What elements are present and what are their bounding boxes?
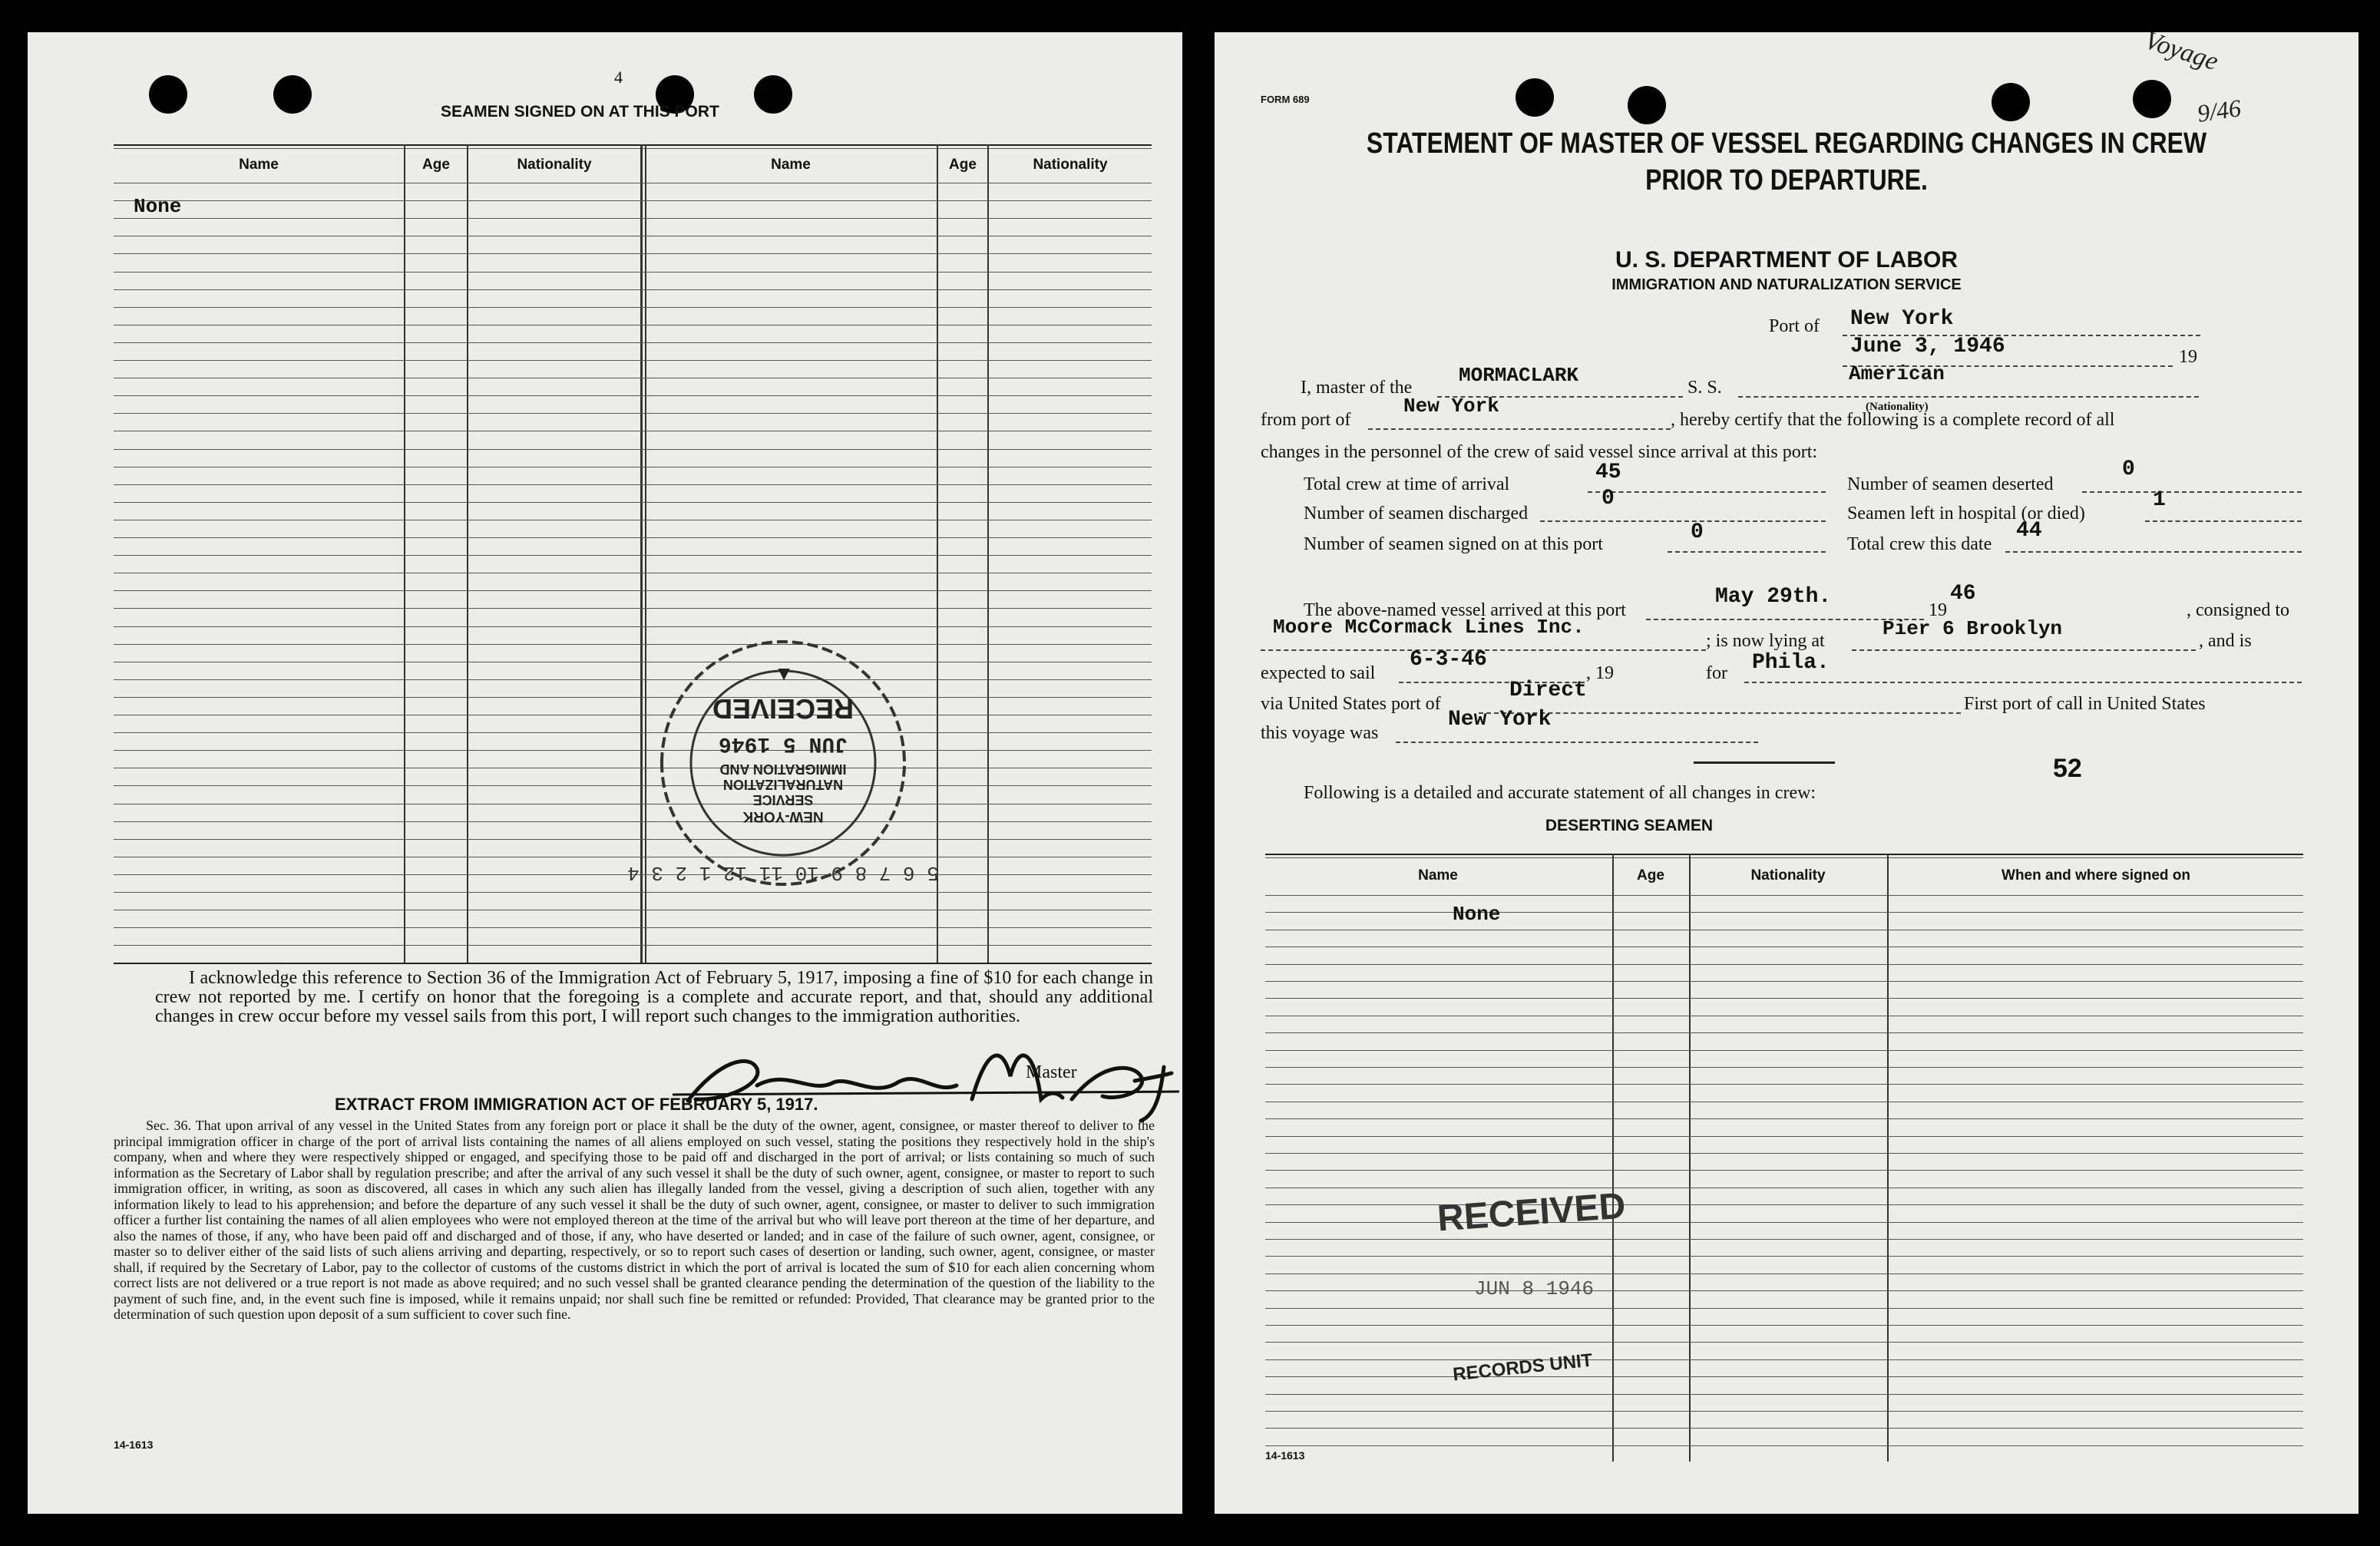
table-row [114, 360, 1152, 361]
column-header-nationality: Nationality [517, 157, 592, 173]
table-row [1265, 1067, 2303, 1068]
records-stamp-date: JUN 8 1946 [1474, 1277, 1595, 1300]
port-of-label: Port of [1769, 316, 1820, 336]
table-row [114, 253, 1152, 254]
table-row [114, 750, 1152, 751]
for-label: for [1706, 663, 1727, 683]
signed-on-table-title: SEAMEN SIGNED ON AT THIS PORT [441, 103, 719, 121]
punch-hole [1628, 86, 1666, 124]
deserted-line [2082, 491, 2302, 493]
stamp-line: NEW-YORK [742, 808, 824, 824]
master-of-label: I, master of the [1301, 378, 1413, 398]
arrived-label: The above-named vessel arrived at this port [1304, 600, 1626, 620]
table-row [114, 927, 1152, 928]
vessel-value: MORMACLARK [1459, 364, 1579, 387]
total-crew-arrival-line [1588, 491, 1826, 493]
table-row [114, 342, 1152, 343]
this-voyage-label: this voyage was [1261, 723, 1379, 743]
form-title-line1: STATEMENT OF MASTER OF VESSEL REGARDING CHANGES IN CREW [1366, 127, 2207, 160]
signed-on-value: 0 [1691, 520, 1704, 544]
table-bottom-rule [114, 963, 1152, 964]
table-row [1265, 946, 2303, 947]
table-top-rule [114, 144, 1152, 146]
table-row [114, 644, 1152, 645]
form-code: 14-1613 [114, 1439, 154, 1451]
table-row [114, 289, 1152, 290]
table-row [114, 626, 1152, 627]
consignee-value: Moore McCormack Lines Inc. [1273, 616, 1585, 639]
changes-text: changes in the personnel of the crew of said vessel since arrival at this port: [1261, 442, 1818, 462]
department-name: U. S. DEPARTMENT OF LABOR [1615, 247, 1959, 273]
table-row [114, 537, 1152, 538]
deserted-label: Number of seamen deserted [1847, 474, 2054, 494]
stamp-emblem-icon: ▲ [774, 664, 794, 686]
table-row [114, 272, 1152, 273]
sail-year-prefix: , 19 [1586, 663, 1614, 683]
table-row [1265, 912, 2303, 913]
table-row [1265, 1376, 2303, 1377]
ss-label: S. S. [1687, 378, 1722, 398]
from-port-value: New York [1403, 395, 1499, 418]
table-row [114, 449, 1152, 450]
table-row [114, 608, 1152, 609]
hospital-value: 1 [2153, 488, 2166, 512]
table-row [114, 555, 1152, 556]
table-cell-name: None [134, 195, 182, 218]
deserting-table-title: DESERTING SEAMEN [1545, 817, 1714, 834]
column-divider [640, 144, 643, 963]
table-row [114, 307, 1152, 308]
nationality-caption: (Nationality) [1866, 401, 1929, 413]
table-row [114, 785, 1152, 786]
form-title-line2: PRIOR TO DEPARTURE. [1645, 164, 1928, 197]
punch-hole [2133, 80, 2171, 118]
right-page [1215, 25, 2359, 1514]
hospital-label: Seamen left in hospital (or died) [1847, 504, 2085, 524]
hospital-line [2145, 520, 2302, 522]
first-port-value: New York [1448, 708, 1552, 732]
divider-rule [1694, 761, 1835, 764]
deserted-value: 0 [2122, 458, 2135, 481]
total-crew-date-label: Total crew this date [1847, 534, 1992, 554]
table-row [1265, 895, 2303, 896]
table-row [114, 590, 1152, 591]
table-row [1265, 1411, 2303, 1412]
table-row [1265, 1050, 2303, 1051]
form-number: FORM 689 [1261, 94, 1310, 105]
via-label: via United States port of [1261, 694, 1441, 714]
table-top-rule [1265, 854, 2303, 855]
svg-text:5 6 7 8 9 10 11 12 1 2 3 4: 5 6 7 8 9 10 11 12 1 2 3 4 [627, 861, 939, 884]
total-crew-arrival-value: 45 [1595, 461, 1621, 484]
left-page [28, 32, 1182, 1514]
form-code: 14-1613 [1265, 1449, 1305, 1462]
table-row [114, 821, 1152, 822]
sail-date-value: 6-3-46 [1410, 648, 1487, 672]
port-value: New York [1850, 307, 1954, 331]
column-header-signed-on: When and where signed on [2002, 867, 2190, 884]
column-header-age: Age [422, 157, 450, 173]
table-cell-name: None [1453, 903, 1501, 926]
table-row [1265, 1136, 2303, 1137]
signed-on-label: Number of seamen signed on at this port [1304, 534, 1603, 554]
table-row [114, 732, 1152, 733]
first-port-label: First port of call in United States [1964, 694, 2206, 714]
table-row [1265, 1428, 2303, 1429]
table-row [1265, 1394, 2303, 1395]
table-row [114, 945, 1152, 946]
table-row [1265, 964, 2303, 965]
table-row [114, 502, 1152, 503]
stamp-date: JUN 5 1946 [718, 732, 848, 755]
punch-hole [149, 75, 187, 114]
total-crew-date-value: 44 [2016, 519, 2042, 543]
via-value: Direct [1509, 679, 1587, 702]
table-row [1265, 1170, 2303, 1171]
table-row [114, 839, 1152, 840]
first-port-line [1396, 742, 1758, 743]
column-header-nationality: Nationality [1033, 157, 1108, 173]
consigned-to-label: , consigned to [2187, 600, 2289, 620]
punch-hole [273, 75, 312, 114]
table-row [1265, 1290, 2303, 1291]
table-row [1265, 1118, 2303, 1119]
sheet-number: 52 [2053, 754, 2082, 783]
table-row [1265, 998, 2303, 999]
now-lying-label: ; is now lying at [1706, 631, 1825, 651]
table-row [1265, 1342, 2303, 1343]
table-row [1265, 1445, 2303, 1446]
destination-value: Phila. [1752, 651, 1830, 675]
records-stamp-unit: RECORDS UNIT [1452, 1349, 1594, 1386]
table-row [114, 200, 1152, 201]
arrived-date-value: May 29th. [1715, 585, 1832, 609]
acknowledgement-text: I acknowledge this reference to Section 36 of the Immigration Act of February 5, 1917, imposing a fine of $10 for each change in crew not reported by me. I certify on honor that the foregoing is a complete and accurate report, and that, should any additional changes in crew occur before my vessel sails from this port, I will report such changes to the immigration authorities. [155, 968, 1153, 1026]
table-row [114, 697, 1152, 698]
from-port-label: from port of [1261, 410, 1351, 430]
column-divider [1887, 854, 1889, 1462]
table-row [114, 484, 1152, 485]
signed-on-line [1668, 551, 1826, 553]
discharged-line [1540, 520, 1826, 522]
column-divider [987, 144, 989, 963]
column-divider [467, 144, 468, 963]
lying-at-line [1852, 649, 2196, 651]
from-port-line [1368, 428, 1671, 430]
table-row [1265, 1359, 2303, 1360]
handwritten-note: Voyage [2140, 25, 2222, 77]
handwritten-date: 9/46 [2195, 94, 2243, 127]
table-row [1265, 1308, 2303, 1309]
discharged-label: Number of seamen discharged [1304, 504, 1529, 524]
table-row [114, 679, 1152, 680]
extract-title: EXTRACT FROM IMMIGRATION ACT OF FEBRUARY 5, 1917. [335, 1095, 818, 1114]
service-name: IMMIGRATION AND NATURALIZATION SERVICE [1611, 276, 1962, 293]
received-round-stamp [627, 633, 939, 894]
column-divider [937, 144, 938, 963]
and-is-label: , and is [2199, 631, 2252, 651]
table-row [1265, 1032, 2303, 1033]
column-header-name: Name [1418, 867, 1458, 884]
received-records-stamp [1437, 1184, 1729, 1414]
table-top-rule [1265, 857, 2303, 858]
certify-text: , hereby certify that the following is a complete record of all [1671, 410, 2115, 430]
year-prefix-label: 19 [2179, 347, 2197, 367]
stamp-word: RECEIVED [712, 693, 854, 725]
date-value: June 3, 1946 [1850, 335, 2005, 358]
table-row [1265, 1222, 2303, 1223]
discharged-value: 0 [1602, 487, 1615, 510]
column-divider [404, 144, 405, 963]
arrived-year-prefix: 19 [1929, 600, 1947, 620]
table-row [114, 413, 1152, 414]
table-row [1265, 1084, 2303, 1085]
table-top-rule [114, 148, 1152, 149]
column-header-name: Name [771, 157, 811, 173]
stamp-line: NATURALIZATION [722, 777, 844, 792]
records-stamp-word: RECEIVED [1436, 1185, 1627, 1240]
column-divider [645, 144, 646, 963]
page-number: 4 [614, 68, 623, 87]
table-row [1265, 1273, 2303, 1274]
table-row [114, 218, 1152, 219]
master-label: Master [1026, 1062, 1077, 1082]
expected-label: expected to sail [1261, 663, 1376, 683]
table-row [1265, 1204, 2303, 1205]
column-header-name: Name [239, 157, 279, 173]
following-text: Following is a detailed and accurate statement of all changes in crew: [1304, 783, 1816, 803]
lying-at-value: Pier 6 Brooklyn [1883, 617, 2063, 640]
punch-hole [1992, 83, 2030, 121]
stamp-line: SERVICE [752, 792, 814, 808]
table-row [114, 892, 1152, 893]
arrived-year-value: 46 [1950, 582, 1976, 606]
table-row [1265, 981, 2303, 982]
table-row [1265, 1239, 2303, 1240]
table-row [1265, 1325, 2303, 1326]
table-row [1265, 1256, 2303, 1257]
column-header-nationality: Nationality [1750, 867, 1826, 884]
nationality-value: American [1849, 362, 1945, 385]
table-row [1265, 1153, 2303, 1154]
extract-text: Sec. 36. That upon arrival of any vessel in the United States from any foreign port or place it shall be the duty of the owner, agent, consignee, or master thereof to deliver to the principal immigration officer in charge of the port of arrival lists containing the names of all aliens employed on such vessel, stating the positions they respectively hold in the ship's company, when and where they were respectively shipped or engaged, and specifying those to be paid off and discharged in the port of arrival; or lists containing so much of such information as the Secretary of Labor shall by regulation prescribe; and after the arrival of any such vessel it shall be the duty of such owner, agent, consignee, or master to report to such immigration officer, in writing, as soon as discovered, all cases in which any such alien has illegally landed from the vessel, giving a description of such alien, together with any information likely to lead to his apprehension; and before the departure of any such vessel it shall be the duty of such owner, agent, consignee, or master to deliver to such immigration officer a further list containing the names of all alien employees who were not employed thereon at the time of the arrival but who will leave port thereon at the time of her departure, and also the names of those, if any, who have been paid off and discharged and of those, if any, who have deserted or landed; and in case of the failure of such owner, agent, consignee, or master so to deliver either of the said lists of such aliens arriving and departing, respectively, or so to report such cases of desertion or landing, such owner, agent, consignee, or master shall, if required by the Secretary of Labor, pay to the collector of customs of the customs district in which the port of arrival is located the sum of $10 for each alien concerning whom correct lists are not delivered or a true report is not made as above required; and no such vessel shall be granted clearance pending the determination of the question of the liability to the payment of such fine, and, in the event such fine is imposed, while it remains unpaid; nor shall such fine be remitted or refunded: Provided, That clearance may be granted prior to the determination of such question upon deposit of a sum sufficient to cover such fine. [114, 1118, 1155, 1322]
destination-line [1744, 682, 2302, 683]
nationality-line [1738, 396, 2199, 398]
table-row [114, 395, 1152, 396]
stamp-line: IMMIGRATION AND [719, 761, 847, 777]
punch-hole [754, 75, 792, 114]
total-crew-arrival-label: Total crew at time of arrival [1304, 474, 1510, 494]
column-header-age: Age [949, 157, 977, 173]
punch-hole [1516, 78, 1554, 117]
column-header-age: Age [1637, 867, 1664, 884]
total-crew-date-line [2005, 551, 2302, 553]
